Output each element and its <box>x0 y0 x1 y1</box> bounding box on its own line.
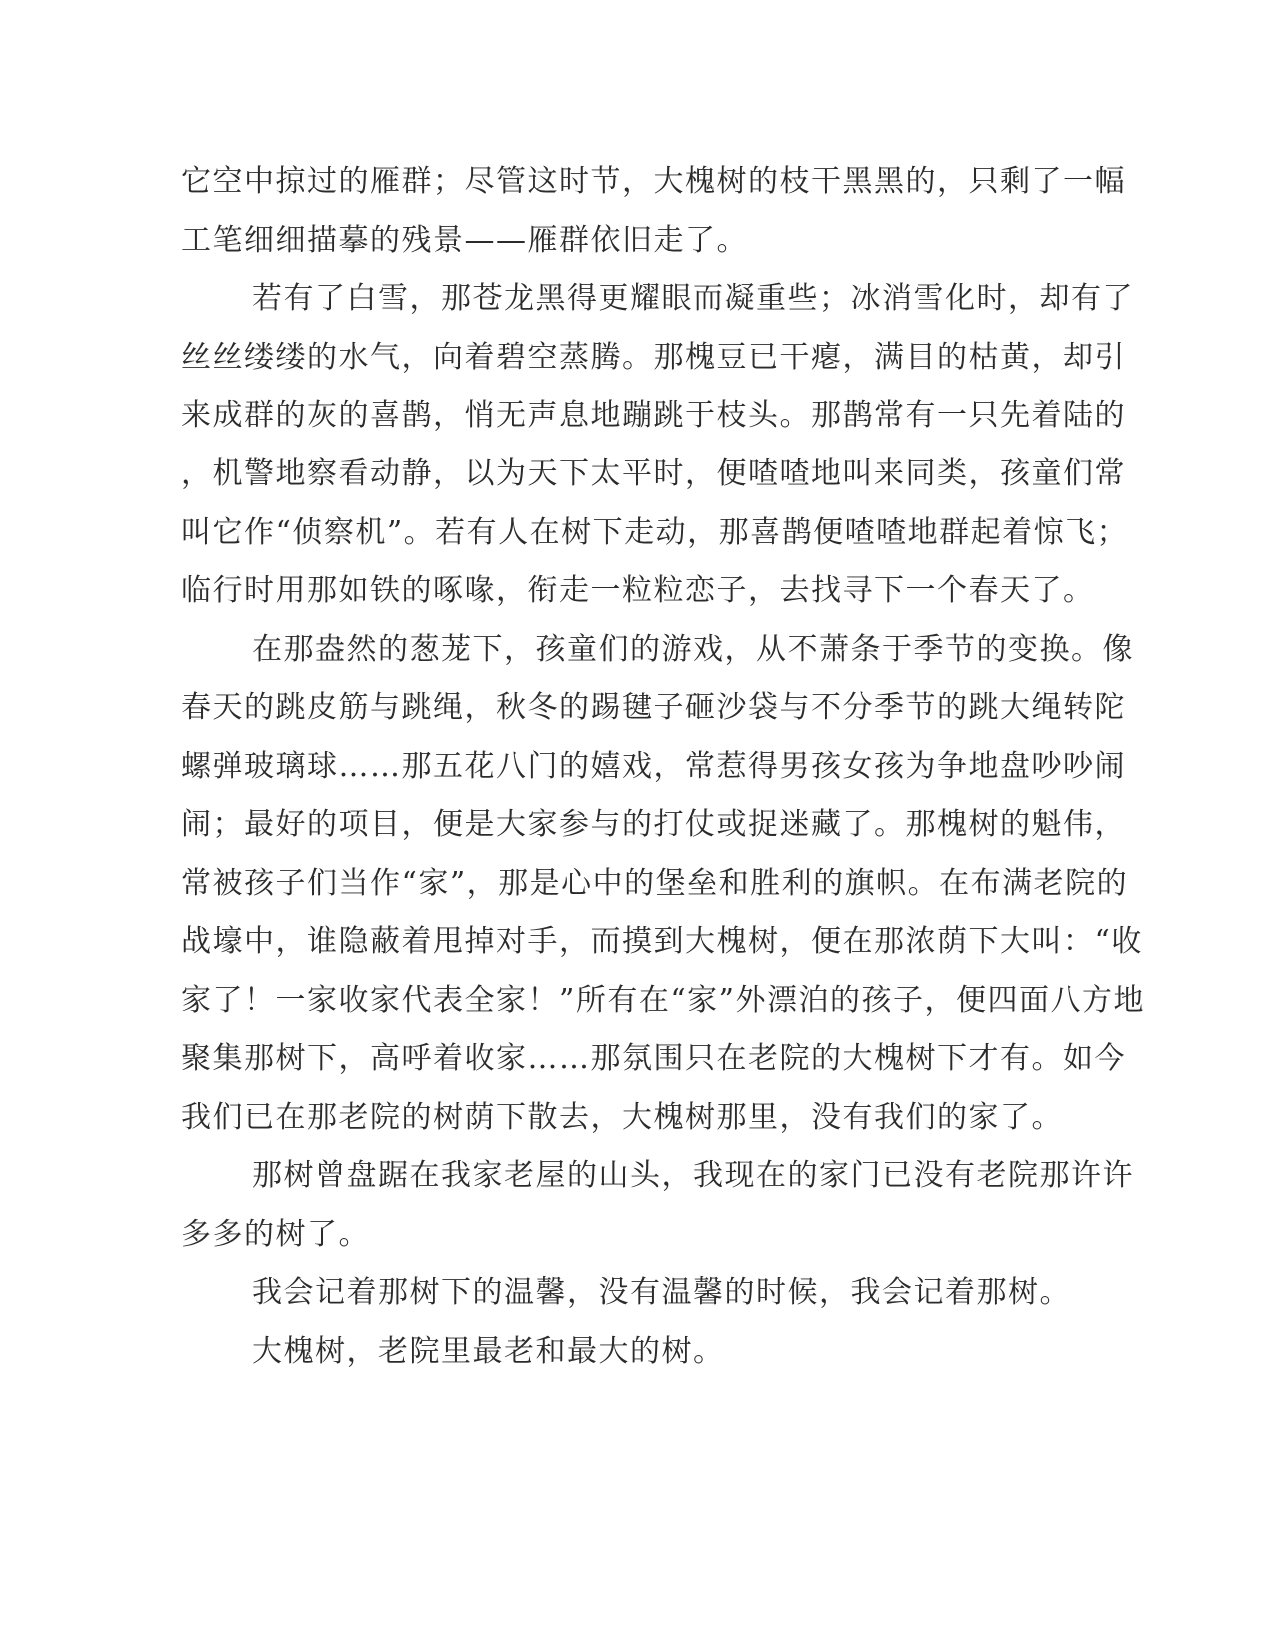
text-line: 丝丝缕缕的水气，向着碧空蒸腾。那槐豆已干瘪，满目的枯黄，却引 <box>181 340 1126 375</box>
text-line: 常被孩子们当作“家”，那是心中的堡垒和胜利的旗帜。在布满老院的 <box>181 866 1129 901</box>
text-line: 螺弹玻璃球……那五花八门的嬉戏，常惹得男孩女孩为争地盘吵吵闹 <box>181 749 1126 784</box>
text-line: 叫它作“侦察机”。若有人在树下走动，那喜鹊便喳喳地群起着惊飞； <box>181 515 1129 550</box>
text-line: 闹；最好的项目，便是大家参与的打仗或捉迷藏了。那槐树的魁伟， <box>181 807 1126 842</box>
text-line: 临行时用那如铁的啄喙，衔走一粒粒恋子，去找寻下一个春天了。 <box>181 573 1095 608</box>
text-line: 春天的跳皮筋与跳绳，秋冬的踢毽子砸沙袋与不分季节的跳大绳转陀 <box>181 690 1126 725</box>
paragraph-start-line: 大槐树，老院里最老和最大的树。 <box>252 1334 725 1369</box>
text-line: 战壕中，谁隐蔽着甩掉对手，而摸到大槐树，便在那浓荫下大叫：“收 <box>181 924 1143 959</box>
text-line: 聚集那树下，高呼着收家……那氛围只在老院的大槐树下才有。如今 <box>181 1041 1126 1076</box>
text-line: ，机警地察看动静，以为天下太平时，便喳喳地叫来同类，孩童们常 <box>181 456 1126 491</box>
paragraph-start-line: 那树曾盘踞在我家老屋的山头，我现在的家门已没有老院那许许 <box>252 1158 1134 1193</box>
text-line: 来成群的灰的喜鹊，悄无声息地蹦跳于枝头。那鹊常有一只先着陆的 <box>181 398 1126 433</box>
paragraph-start-line: 在那盎然的葱茏下，孩童们的游戏，从不萧条于季节的变换。像 <box>252 632 1134 667</box>
text-line: 它空中掠过的雁群；尽管这时节，大槐树的枝干黑黑的，只剩了一幅 <box>181 164 1126 199</box>
text-line: 我们已在那老院的树荫下散去，大槐树那里，没有我们的家了。 <box>181 1100 1063 1135</box>
text-line: 家了！一家收家代表全家！”所有在“家”外漂泊的孩子，便四面八方地 <box>181 983 1146 1018</box>
text-line: 多多的树了。 <box>181 1217 370 1252</box>
paragraph-start-line: 若有了白雪，那苍龙黑得更耀眼而凝重些；冰消雪化时，却有了 <box>252 281 1134 316</box>
text-line: 工笔细细描摹的残景——雁群依旧走了。 <box>181 223 748 258</box>
paragraph-start-line: 我会记着那树下的温馨，没有温馨的时候，我会记着那树。 <box>252 1275 1071 1310</box>
